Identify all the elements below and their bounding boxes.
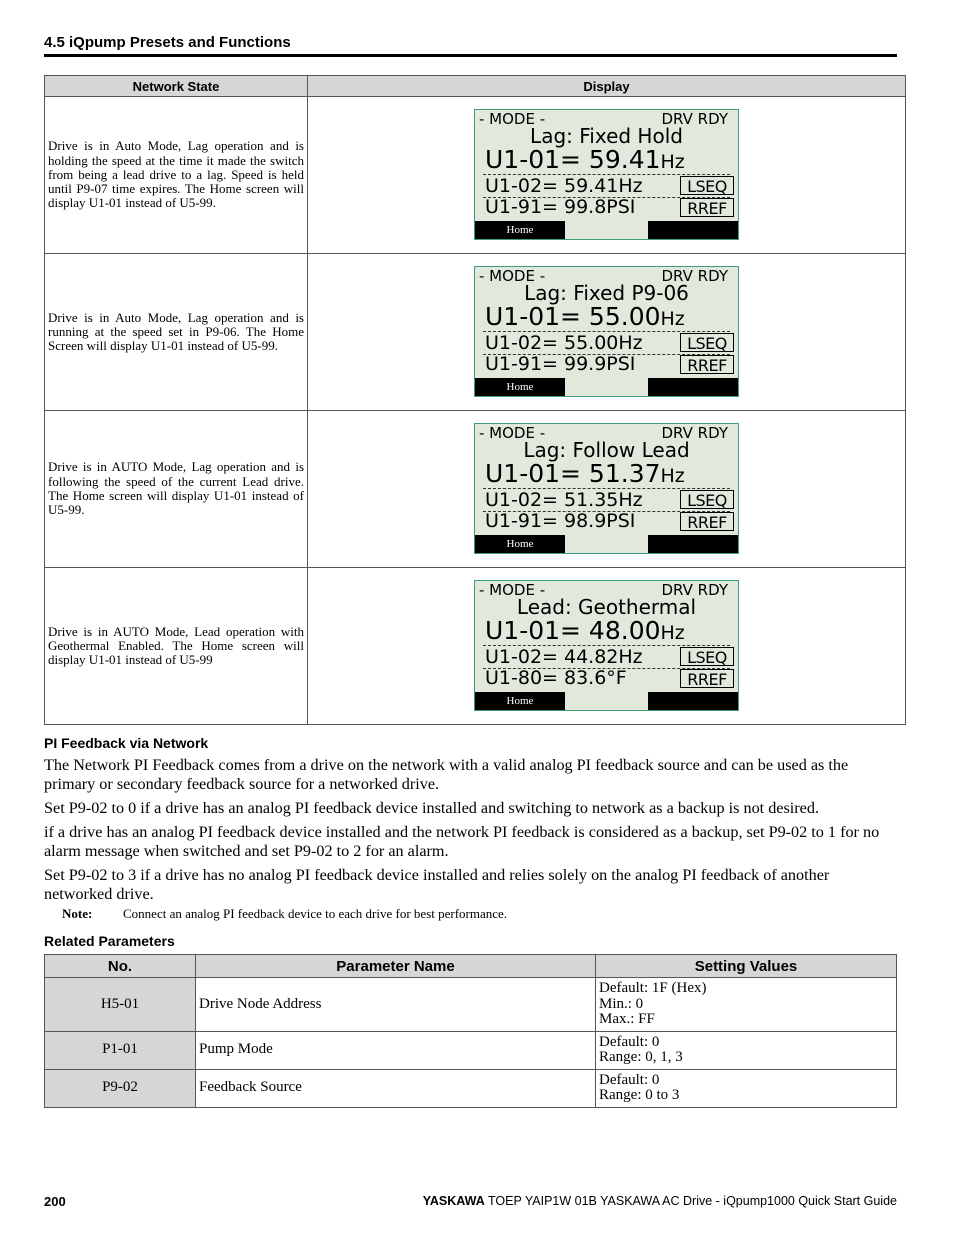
footer-brand: YASKAWA [422, 1194, 485, 1208]
lcd-screen [474, 109, 739, 240]
table-row [45, 978, 897, 1032]
lcd-title: Lag: Fixed Hold [530, 124, 683, 148]
lcd-rref-tag: RREF [680, 512, 734, 531]
display-cell [308, 254, 906, 411]
state-description: Drive is in Auto Mode, Lag operation and is holding the speed at the time it made the switch from being a lead drive to a lag. Speed is held until P9-07 time expires. The Home screen will display U1-01 instead of U5-99. [45, 97, 308, 254]
parameter-name: Drive Node Address [196, 978, 596, 1032]
lcd-drv-rdy-status: DRV RDY [661, 424, 728, 442]
setting-values [596, 978, 897, 1032]
lcd-title: Lag: Fixed P9-06 [524, 281, 689, 305]
lcd-rref-tag: RREF [680, 198, 734, 217]
lcd-screen [474, 423, 739, 554]
lcd-footer [475, 535, 738, 553]
lcd-drv-rdy-status: DRV RDY [661, 267, 728, 285]
display-cell [308, 411, 906, 568]
lcd-lseq-tag: LSEQ [680, 333, 734, 352]
column-header-parameter-name: Parameter Name [196, 955, 596, 978]
table-row [45, 97, 906, 254]
lcd-lseq-tag: LSEQ [680, 176, 734, 195]
lcd-main-unit: Hz [660, 151, 685, 173]
lcd-main-unit: Hz [660, 308, 685, 330]
state-description: Drive is in AUTO Mode, Lag operation and is following the speed of the current Lead drive. The Home screen will display U1-01 instead of U5-99. [45, 411, 308, 568]
parameter-number: P1-01 [45, 1031, 196, 1069]
setting-values [596, 1069, 897, 1107]
parameter-number: P9-02 [45, 1069, 196, 1107]
lcd-mode-label: - MODE - [479, 267, 546, 285]
section-title: 4.5 iQpump Presets and Functions [44, 34, 291, 51]
lcd-main-value: U1-01= 48.00Hz [485, 616, 685, 645]
lcd-screen [474, 266, 739, 397]
lcd-screen [474, 580, 739, 711]
lcd-right-softkey [648, 378, 738, 396]
lcd-footer [475, 378, 738, 396]
column-header-display: Display [308, 76, 906, 97]
lcd-mode-label: - MODE - [479, 110, 546, 128]
lcd-home-softkey: Home [475, 221, 565, 239]
lcd-mode-label: - MODE - [479, 424, 546, 442]
lcd-home-softkey: Home [475, 378, 565, 396]
table-row [45, 1031, 897, 1069]
lcd-line-1: U1-02= 44.82Hz [485, 646, 643, 668]
lcd-main-unit: Hz [660, 622, 685, 644]
pi-feedback-heading: PI Feedback via Network [44, 735, 209, 751]
page-number: 200 [44, 1194, 66, 1209]
setting-value-line: Range: 0, 1, 3 [599, 1049, 683, 1065]
setting-value-line: Range: 0 to 3 [599, 1087, 680, 1103]
parameter-number: H5-01 [45, 978, 196, 1032]
lcd-main-value: U1-01= 59.41Hz [485, 145, 685, 174]
lcd-drv-rdy-status: DRV RDY [661, 581, 728, 599]
header-rule [44, 54, 897, 57]
display-cell [308, 97, 906, 254]
setting-value-line: Min.: 0 [599, 995, 644, 1012]
lcd-footer [475, 221, 738, 239]
lcd-line-2: U1-91= 99.8PSI [485, 196, 636, 218]
footer-doc-title: YASKAWA TOEP YAIP1W 01B YASKAWA AC Drive - iQpump1000 Quick Start Guide [422, 1194, 897, 1208]
note-label: Note: [62, 906, 93, 921]
lcd-rref-tag: RREF [680, 355, 734, 374]
lcd-footer [475, 692, 738, 710]
display-cell [308, 568, 906, 725]
table-row [45, 411, 906, 568]
lcd-drv-rdy-status: DRV RDY [661, 110, 728, 128]
lcd-line-1: U1-02= 51.35Hz [485, 489, 643, 511]
table-row [45, 254, 906, 411]
lcd-title: Lag: Follow Lead [523, 438, 690, 462]
lcd-lseq-tag: LSEQ [680, 490, 734, 509]
lcd-main-value: U1-01= 55.00Hz [485, 302, 685, 331]
parameter-name: Pump Mode [196, 1031, 596, 1069]
parameter-name: Feedback Source [196, 1069, 596, 1107]
related-parameters-heading: Related Parameters [44, 933, 175, 949]
setting-values [596, 1031, 897, 1069]
pi-paragraph: Set P9-02 to 0 if a drive has an analog PI feedback device installed and switching to network as a backup is not desired. [44, 799, 819, 817]
lcd-home-softkey: Home [475, 692, 565, 710]
note-text: Connect an analog PI feedback device to each drive for best performance. [123, 906, 508, 921]
lcd-rref-tag: RREF [680, 669, 734, 688]
table-header-row [45, 955, 897, 978]
column-header-network-state: Network State [45, 76, 308, 97]
state-description: Drive is in AUTO Mode, Lead operation with Geothermal Enabled. The Home screen will display U1-01 instead of U5-99 [45, 568, 308, 725]
lcd-main-value: U1-01= 51.37Hz [485, 459, 685, 488]
pi-paragraph: if a drive has an analog PI feedback device installed and the network PI feedback is considered as a backup, set P9-02 to 1 for no alarm message when switched and set P9-02 to 2 for an alarm. [44, 823, 880, 860]
lcd-line-2: U1-91= 98.9PSI [485, 510, 636, 532]
setting-value-line: Default: 0 [599, 1071, 660, 1088]
lcd-title: Lead: Geothermal [516, 595, 697, 619]
lcd-right-softkey [648, 692, 738, 710]
setting-value-line: Max.: FF [599, 1011, 655, 1027]
column-header-setting-values: Setting Values [596, 955, 897, 978]
lcd-line-1: U1-02= 55.00Hz [485, 332, 643, 354]
lcd-line-1: U1-02= 59.41Hz [485, 175, 643, 197]
lcd-main-unit: Hz [660, 465, 685, 487]
lcd-lseq-tag: LSEQ [680, 647, 734, 666]
lcd-home-softkey: Home [475, 535, 565, 553]
setting-value-line: Default: 0 [599, 1033, 660, 1050]
table-row [45, 1069, 897, 1107]
setting-value-line: Default: 1F (Hex) [599, 980, 707, 996]
pi-paragraph: Set P9-02 to 3 if a drive has no analog PI feedback device installed and relies solely on the analog PI feedback of another networked drive. [44, 866, 830, 903]
lcd-mode-label: - MODE - [479, 581, 546, 599]
lcd-line-2: U1-91= 99.9PSI [485, 353, 636, 375]
related-parameters-table [44, 954, 897, 1108]
pi-paragraph: The Network PI Feedback comes from a drive on the network with a valid analog PI feedback source and can be used as the primary or secondary feedback source for a networked drive. [44, 756, 849, 793]
lcd-right-softkey [648, 535, 738, 553]
column-header-no: No. [45, 955, 196, 978]
note [62, 906, 507, 922]
lcd-right-softkey [648, 221, 738, 239]
state-description: Drive is in Auto Mode, Lag operation and is running at the speed set in P9-06. The Home Screen will display U1-01 instead of U5-99. [45, 254, 308, 411]
network-state-table [44, 75, 906, 725]
lcd-line-2: U1-80= 83.6°F [485, 667, 627, 689]
table-row [45, 568, 906, 725]
table-header-row [45, 76, 906, 97]
